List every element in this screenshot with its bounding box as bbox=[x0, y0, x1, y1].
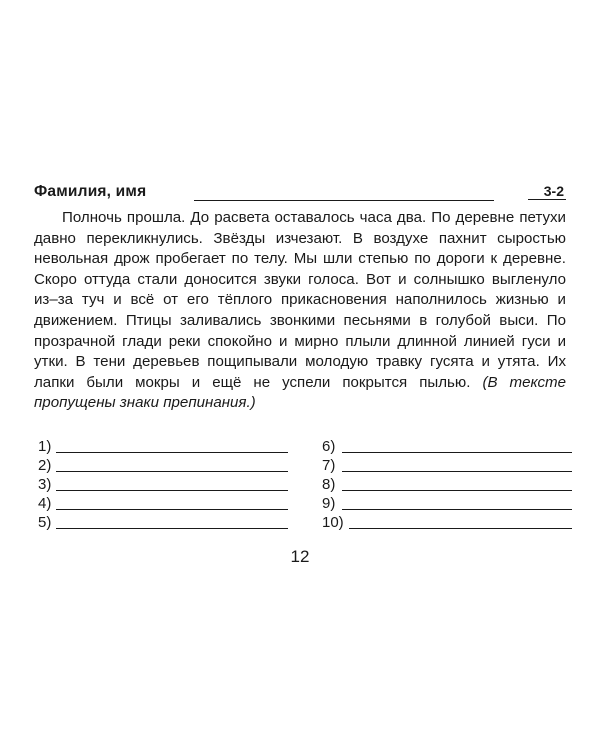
answer-number: 3) bbox=[38, 476, 52, 493]
answer-number: 4) bbox=[38, 495, 52, 512]
answer-underline bbox=[349, 528, 572, 529]
answer-underline bbox=[56, 452, 288, 453]
answer-line-9[interactable] bbox=[322, 494, 572, 513]
exercise-paragraph bbox=[34, 208, 566, 414]
answer-line-6[interactable] bbox=[322, 437, 572, 456]
answer-number: 8) bbox=[322, 476, 336, 493]
answer-line-3[interactable] bbox=[38, 475, 288, 494]
answer-underline bbox=[342, 452, 572, 453]
answer-underline bbox=[342, 490, 572, 491]
answer-underline bbox=[56, 509, 288, 510]
answer-underline bbox=[56, 528, 288, 529]
exercise-note: (В тексте пропущены знаки препинания.) bbox=[34, 373, 566, 412]
answer-number: 2) bbox=[38, 457, 52, 474]
answer-number: 6) bbox=[322, 438, 336, 455]
answer-underline bbox=[56, 490, 288, 491]
answer-underline bbox=[342, 471, 572, 472]
answer-underline bbox=[342, 509, 572, 510]
answer-line-2[interactable] bbox=[38, 456, 288, 475]
name-line bbox=[194, 200, 494, 201]
exercise-text bbox=[34, 208, 566, 414]
answer-column-right bbox=[322, 437, 572, 532]
answer-line-10[interactable] bbox=[322, 513, 572, 532]
answer-underline bbox=[56, 471, 288, 472]
answer-line-8[interactable] bbox=[322, 475, 572, 494]
name-label: Фамилия, имя bbox=[34, 183, 147, 200]
answer-number: 1) bbox=[38, 438, 52, 455]
exercise-body: Полночь прошла. До расвета оставалось часа два. По деревне петухи давно перекликнулись. Звёзды изчезают. В воздухе пахнит сыростью невольная дрож пробегает по телу. Мы шли степью по дороги к деревне. Скоро оттуда стали доносится звуки голоса. Вот и солнышко выгленуло из–за туч и всё от его тёплого прикасновения наполнилось жизнью и движением. Птицы заливались звонкими песьнями в голубой выси. По прозрачной глади реки спокойно и мирно плыли длинной линией гуси и утки. В тени деревьев пощипывали молодую травку гусята и утята. Их лапки были мокры и ещё не успели покрытся пылью. bbox=[34, 209, 566, 391]
answer-number: 9) bbox=[322, 495, 336, 512]
answer-number: 7) bbox=[322, 457, 336, 474]
answer-line-7[interactable] bbox=[322, 456, 572, 475]
answer-line-5[interactable] bbox=[38, 513, 288, 532]
answer-number: 10) bbox=[322, 514, 344, 531]
answer-column-left bbox=[38, 437, 288, 532]
answer-line-1[interactable] bbox=[38, 437, 288, 456]
answer-number: 5) bbox=[38, 514, 52, 531]
page-number: 12 bbox=[290, 547, 310, 566]
exercise-code: 3-2 bbox=[528, 183, 566, 200]
header bbox=[34, 183, 566, 205]
answer-line-4[interactable] bbox=[38, 494, 288, 513]
